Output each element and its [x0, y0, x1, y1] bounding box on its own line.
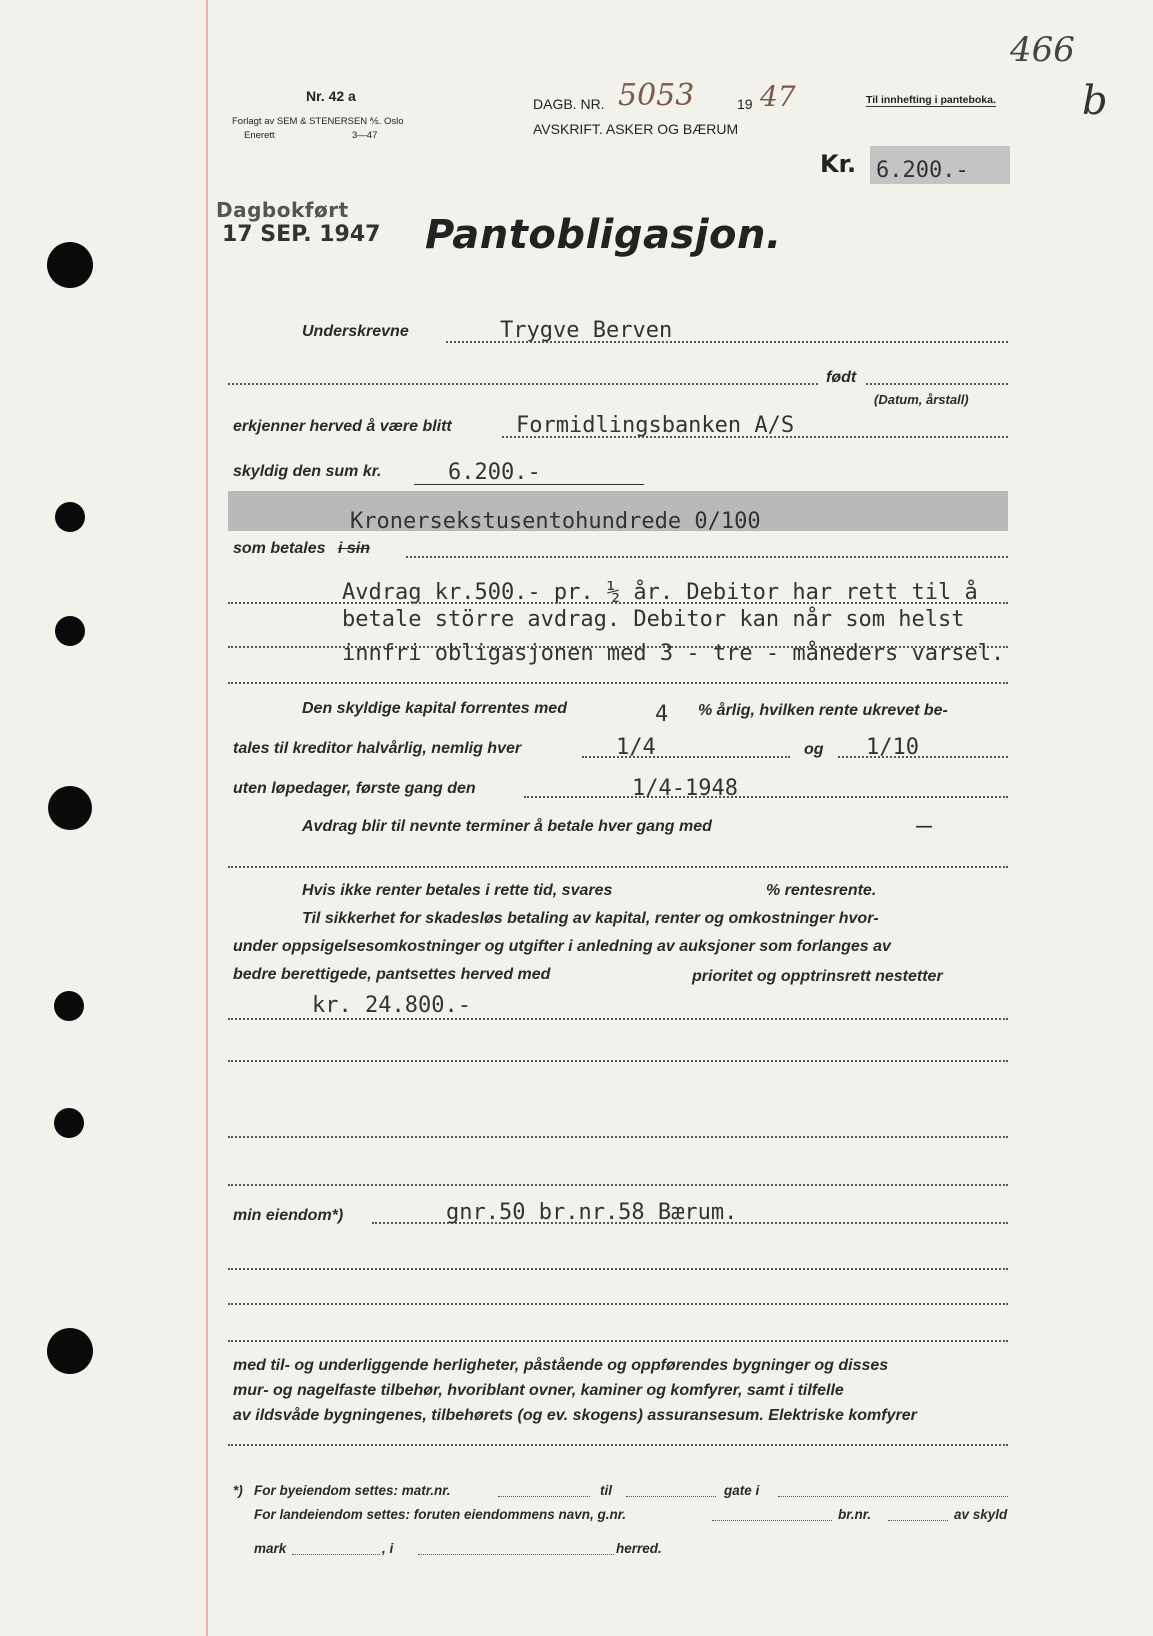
terms-line-1: Avdrag kr.500.- pr. ½ år. Debitor har rett til å: [342, 580, 978, 605]
punch-hole: [47, 242, 93, 288]
interest-line1-end: % årlig, hvilken rente ukrevet be-: [698, 702, 948, 719]
first-date-line: [524, 796, 1008, 798]
footnote-dots-2a: [712, 1520, 832, 1521]
interest-line3: uten løpedager, første gang den: [233, 780, 476, 797]
terms-line-3: innfri obligasjonen med 3 - tre - måneders varsel.: [342, 641, 1005, 666]
dagb-label: DAGB. NR.: [533, 96, 605, 112]
interest-date-2: 1/10: [866, 735, 919, 760]
amount-value: 6.200.-: [876, 158, 969, 183]
interest-rate: 4: [655, 702, 669, 727]
punch-hole: [55, 502, 85, 532]
year-prefix: 19: [737, 96, 753, 112]
payment-line: [406, 556, 1008, 558]
publisher-line: Forlagt av SEM & STENERSEN ⅍. Oslo: [232, 116, 404, 127]
terms-rule-3: [228, 682, 1008, 684]
born-line-end: [866, 383, 1008, 385]
interest-first-date: 1/4-1948: [632, 776, 738, 801]
office-name: AVSKRIFT. ASKER OG BÆRUM: [533, 121, 739, 137]
footnote-line3-i: , i: [382, 1541, 394, 1556]
property-rule-3: [228, 1303, 1008, 1305]
security-line2: Til sikkerhet for skadesløs betaling av kapital, renter og omkostninger hvor-: [302, 910, 879, 927]
prior-amount: kr. 24.800.-: [312, 993, 471, 1018]
footnote-line2-brnr: br.nr.: [838, 1507, 872, 1522]
payment-label: som betales: [233, 540, 326, 557]
interest-line4: Avdrag blir til nevnte terminer å betale hver gang med: [302, 818, 712, 835]
footnote-line3-mark: mark: [254, 1541, 287, 1556]
payment-struck: i sin: [338, 540, 371, 557]
prior-rule-2: [228, 1060, 1008, 1062]
appurtenances-line1: med til- og underliggende herligheter, påstående og oppførendes bygninger og disses: [233, 1357, 889, 1374]
security-line4: bedre berettigede, pantsettes herved med: [233, 966, 551, 983]
footnote-line2-skyld: av skyld: [954, 1507, 1008, 1522]
undersigned-label: Underskrevne: [302, 323, 409, 340]
footnote-dots-3b: [418, 1554, 614, 1555]
property-rule-4: [228, 1340, 1008, 1342]
interest-line2: tales til kreditor halvårlig, nemlig hver: [233, 740, 522, 757]
footnote-line2: For landeiendom settes: foruten eiendommens navn, g.nr.: [254, 1507, 627, 1522]
sum-value: 6.200.-: [448, 460, 541, 485]
footnote-star: *): [233, 1483, 243, 1498]
creditor-value: Formidlingsbanken A/S: [516, 413, 795, 438]
appurtenances-line3: av ildsvåde bygningenes, tilbehørets (og ev. skogens) assuransesum. Elektriske komfyrer: [233, 1407, 917, 1424]
property-value: gnr.50 br.nr.58 Bærum.: [446, 1200, 738, 1225]
prior-rule-3: [228, 1136, 1008, 1138]
margin-line: [206, 0, 208, 1636]
footnote-dots-1a: [498, 1496, 590, 1497]
prior-rule-1: [228, 1018, 1008, 1020]
footnote-line1-til: til: [600, 1483, 612, 1498]
prior-rule-4: [228, 1184, 1008, 1186]
corner-letter: b: [1082, 78, 1108, 124]
diary-stamp-line1: Dagbokført: [216, 198, 349, 222]
dagb-number: 5053: [618, 78, 695, 113]
security-line4-end: prioritet og opptrinsrett nestetter: [692, 968, 943, 985]
date1-line: [582, 756, 790, 758]
punch-hole: [54, 991, 84, 1021]
punch-hole: [47, 1328, 93, 1374]
born-line: [228, 383, 818, 385]
sum-label: skyldig den sum kr.: [233, 463, 382, 480]
interest-line1: Den skyldige kapital forrentes med: [302, 700, 567, 717]
punch-hole: [48, 786, 92, 830]
registry-note: Til innhefting i panteboka.: [866, 94, 996, 106]
security-line1-end: % rentesrente.: [766, 882, 877, 899]
born-hint: (Datum, årstall): [874, 392, 969, 407]
footnote-dots-2b: [888, 1520, 948, 1521]
security-line3: under oppsigelsesomkostninger og utgifter i anledning av auksjoner som forlanges av: [233, 938, 891, 955]
footnote-line1: For byeiendom settes: matr.nr.: [254, 1483, 451, 1498]
interest-date-1: 1/4: [616, 735, 656, 760]
property-label: min eiendom*): [233, 1207, 344, 1224]
diary-stamp-date: 17 SEP. 1947: [222, 222, 381, 247]
year-handwritten: 47: [760, 80, 796, 113]
date2-line: [838, 756, 1008, 758]
footnote-dots-3a: [292, 1554, 380, 1555]
interest-og: og: [804, 741, 824, 758]
security-line1: Hvis ikke renter betales i rette tid, svares: [302, 882, 613, 899]
terms-line-2: betale större avdrag. Debitor kan når som helst: [342, 607, 965, 632]
footnote-dots-1c: [778, 1496, 1008, 1497]
appurtenances-rule: [228, 1444, 1008, 1446]
creditor-label: erkjenner herved å være blitt: [233, 418, 452, 435]
terms-rule-1: [228, 602, 1008, 604]
punch-hole: [55, 616, 85, 646]
publisher-date: 3—47: [352, 130, 378, 141]
footnote-dots-1b: [626, 1496, 716, 1497]
interest-rule-4: [228, 866, 1008, 868]
undersigned-value: Trygve Berven: [500, 318, 673, 343]
publisher-enerett: Enerett: [244, 130, 275, 141]
punch-hole: [54, 1108, 84, 1138]
document-title: Pantobligasjon.: [425, 212, 782, 258]
property-rule-2: [228, 1268, 1008, 1270]
form-number: Nr. 42 a: [306, 88, 356, 104]
appurtenances-line2: mur- og nagelfaste tilbehør, hvoriblant ovner, kaminer og komfyrer, samt i tilfelle: [233, 1382, 844, 1399]
corner-number: 466: [1010, 30, 1075, 70]
interest-line4-value: —: [916, 818, 932, 835]
amount-label: Kr.: [820, 150, 857, 178]
sum-words: Kronersekstusentohundrede 0/100: [350, 509, 761, 534]
footnote-line1-gate: gate i: [724, 1483, 760, 1498]
born-label: født: [826, 369, 857, 386]
footnote-line3-herred: herred.: [616, 1541, 662, 1556]
